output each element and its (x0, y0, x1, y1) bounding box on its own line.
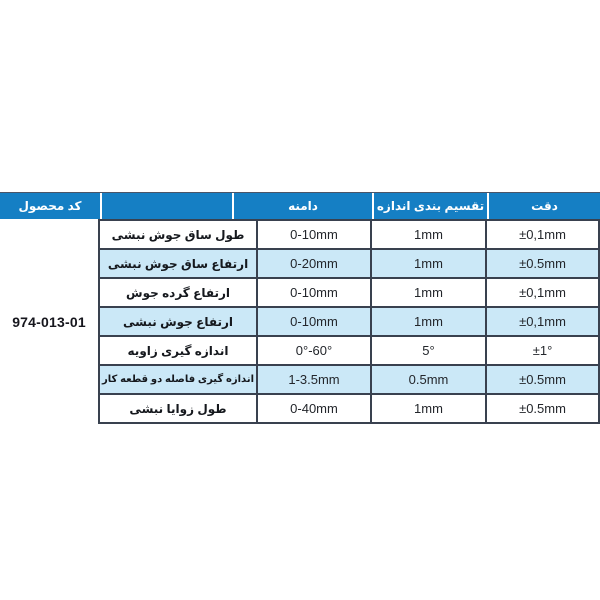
header-product-code: کد محصول (0, 193, 100, 219)
range-cell: 0-40mm (256, 395, 370, 422)
table-row (98, 248, 598, 277)
graduation-cell: 1mm (370, 221, 485, 248)
graduation-cell: 1mm (370, 250, 485, 277)
parameter-cell: اندازه گیری فاصله دو قطعه کار (98, 366, 256, 393)
graduation-cell: 1mm (370, 308, 485, 335)
table-row (98, 219, 598, 248)
range-cell: 0-10mm (256, 308, 370, 335)
header-graduation: تقسیم بندی اندازه (372, 193, 487, 219)
accuracy-cell: ±0,1mm (485, 221, 598, 248)
range-cell: 0-10mm (256, 279, 370, 306)
parameter-cell: طول ساق جوش نبشی (98, 221, 256, 248)
header-accuracy: دقت (487, 193, 600, 219)
product-code: 974-013-01 (12, 313, 86, 330)
parameter-cell: اندازه گیری زاویه (98, 337, 256, 364)
accuracy-cell: ±0.5mm (485, 395, 598, 422)
table-body (0, 219, 600, 424)
parameter-cell: ارتفاع جوش نبشی (98, 308, 256, 335)
table-row (98, 393, 598, 422)
graduation-cell: 1mm (370, 279, 485, 306)
table-row (98, 306, 598, 335)
range-cell: 1-3.5mm (256, 366, 370, 393)
graduation-cell: 1mm (370, 395, 485, 422)
product-spec-table (0, 192, 600, 424)
parameter-cell: ارتفاع گرده جوش (98, 279, 256, 306)
table-header-row (0, 192, 600, 219)
range-cell: 0°-60° (256, 337, 370, 364)
table-row (98, 335, 598, 364)
header-parameter (100, 193, 232, 219)
accuracy-cell: ±0,1mm (485, 279, 598, 306)
data-grid (98, 219, 600, 424)
graduation-cell: 0.5mm (370, 366, 485, 393)
table-row (98, 364, 598, 393)
parameter-cell: طول زوایا نبشی (98, 395, 256, 422)
graduation-cell: 5° (370, 337, 485, 364)
product-code-cell (0, 219, 98, 424)
accuracy-cell: ±0.5mm (485, 250, 598, 277)
header-range: دامنه (232, 193, 372, 219)
table-row (98, 277, 598, 306)
range-cell: 0-20mm (256, 250, 370, 277)
accuracy-cell: ±1° (485, 337, 598, 364)
accuracy-cell: ±0,1mm (485, 308, 598, 335)
parameter-cell: ارتفاع ساق جوش نبشی (98, 250, 256, 277)
accuracy-cell: ±0.5mm (485, 366, 598, 393)
range-cell: 0-10mm (256, 221, 370, 248)
